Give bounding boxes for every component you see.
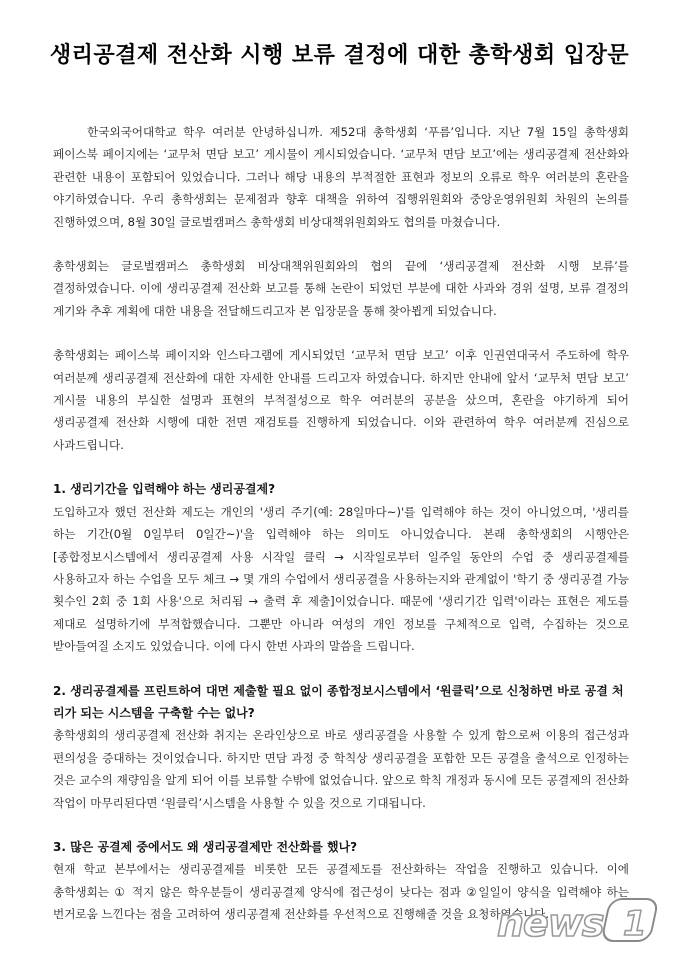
section-heading: 2. 생리공결제를 프린트하여 대면 제출할 필요 없이 종합정보시스템에서 ‘원클릭’으로 신청하면 바로 공결 처리가 되는 시스템을 구축할 수는 없나? xyxy=(53,683,624,720)
section-body: 총학생회의 생리공결제 전산화 취지는 온라인상으로 바로 생리공결을 사용할 수 있게 함으로써 이용의 접근성과 편의성을 증대하는 것이었습니다. 하지만 면담 과정 중 학칙상 생리공결을 포함한 모든 공결을 출석으로 인정하는 것은 교수의 재량임을 알게 되어 이를 보류할 수밖에 없었습니다. 앞으로 학칙 개정과 동시에 모든 공결제의 전산화 작업이 마무리된다면 ‘원클릭’시스템을 사용할 수 있을 것으로 기대됩니다. xyxy=(53,728,629,810)
section-body: 도입하고자 했던 전산화 제도는 개인의 '생리 주기(예: 28일마다~)'를 입력해야 하는 것이 아니었으며, '생리를 하는 기간(0월 0일부터 0일간~)'을 입력해야 하는 의미도 아니었습니다. 본래 총학생회의 시행안은 [종합정보시스템에서 생리공결제 사용 시작일 클릭 → 시작일로부터 일주일 동안의 수업 중 생리공결제를 사용하고자 하는 수업을 모두 체크 → 몇 개의 수업에서 생리공결을 사용하는지와 관계없이 '학기 중 생리공결 가능 횟수인 2회 중 1회 사용'으로 처리됨 → 출력 후 제출]이었습니다. 때문에 '생리기간 입력'이라는 표현은 제도를 제대로 설명하기에 부적합했습니다. 그뿐만 아니라 여성의 개인 정보를 구체적으로 입력, 수집하는 것으로 받아들여질 소지도 있었습니다. 이에 다시 한번 사과의 말씀을 드립니다. xyxy=(53,504,629,654)
document-body xyxy=(53,121,629,948)
svg-text:news: news xyxy=(497,901,604,945)
section-body: 현재 학교 본부에서는 생리공결제를 비롯한 모든 공결제도를 전산화하는 작업을 진행하고 있습니다. 이에 총학생회는 ① 적지 않은 학우분들이 생리공결제 양식에 접근성이 낮다는 점과 ②일일이 양식을 입력해야 하는 번거로움 느낀다는 점을 고려하여 생리공결제 전산화를 우선적으로 진행해줄 것을 요청하였습니다. xyxy=(53,862,629,922)
intro-paragraph: 한국외국어대학교 학우 여러분 안녕하십니까. 제52대 총학생회 ‘푸름’입니다. 지난 7월 15일 총학생회 페이스북 페이지에는 ‘교무처 면담 보고’ 게시물이 게시되었습니다. ‘교무처 면담 보고’에는 생리공결제 전산화와 관련한 내용이 포함되어 있었습니다. 그러나 해당 내용의 부적절한 표현과 정보의 오류로 학우 여러분의 혼란을 야기하였습니다. 우리 총학생회는 문제점과 향후 대책을 위하여 집행위원회와 중앙운영위원회 차원의 논의를 진행하였으며, 8월 30일 글로벌캠퍼스 총학생회 비상대책위원회와도 협의를 마쳤습니다. xyxy=(53,125,629,229)
section-1 xyxy=(53,478,629,657)
svg-text:1: 1 xyxy=(623,904,647,944)
apology-paragraph: 총학생회는 페이스북 페이지와 인스타그램에 게시되었던 ‘교무처 면담 보고’ 이후 인권연대국서 주도하에 학우 여러분께 생리공결제 전산화에 대한 자세한 안내를 드리고자 하였습니다. 하지만 안내에 앞서 ‘교무처 면담 보고’ 게시물 내용의 부실한 설명과 표현의 부적절성으로 학우 여러분의 공분을 샀으며, 혼란을 야기하게 되어 생리공결제 전산화 시행에 대한 전면 재검토를 진행하게 되었습니다. 이와 관련하여 학우 여러분께 진심으로 사과드립니다. xyxy=(53,348,629,452)
news1-logo-icon xyxy=(493,896,668,946)
decision-paragraph: 총학생회는 글로벌캠퍼스 총학생회 비상대책위원회와의 협의 끝에 ‘생리공결제 전산화 시행 보류’를 결정하였습니다. 이에 생리공결제 전산화 보고를 통해 논란이 되었던 부분에 대한 사과와 경위 설명, 보류 결정의 계기와 추후 계획에 대한 내용을 전달해드리고자 본 입장문을 통해 찾아뵙게 되었습니다. xyxy=(53,259,629,318)
section-heading: 3. 많은 공결제 중에서도 왜 생리공결제만 전산화를 했나? xyxy=(53,839,358,854)
document-title: 생리공결제 전산화 시행 보류 결정에 대한 총학생회 입장문 xyxy=(49,43,630,68)
section-2 xyxy=(53,680,629,814)
section-heading: 1. 생리기간을 입력해야 하는 생리공결제? xyxy=(53,482,276,497)
